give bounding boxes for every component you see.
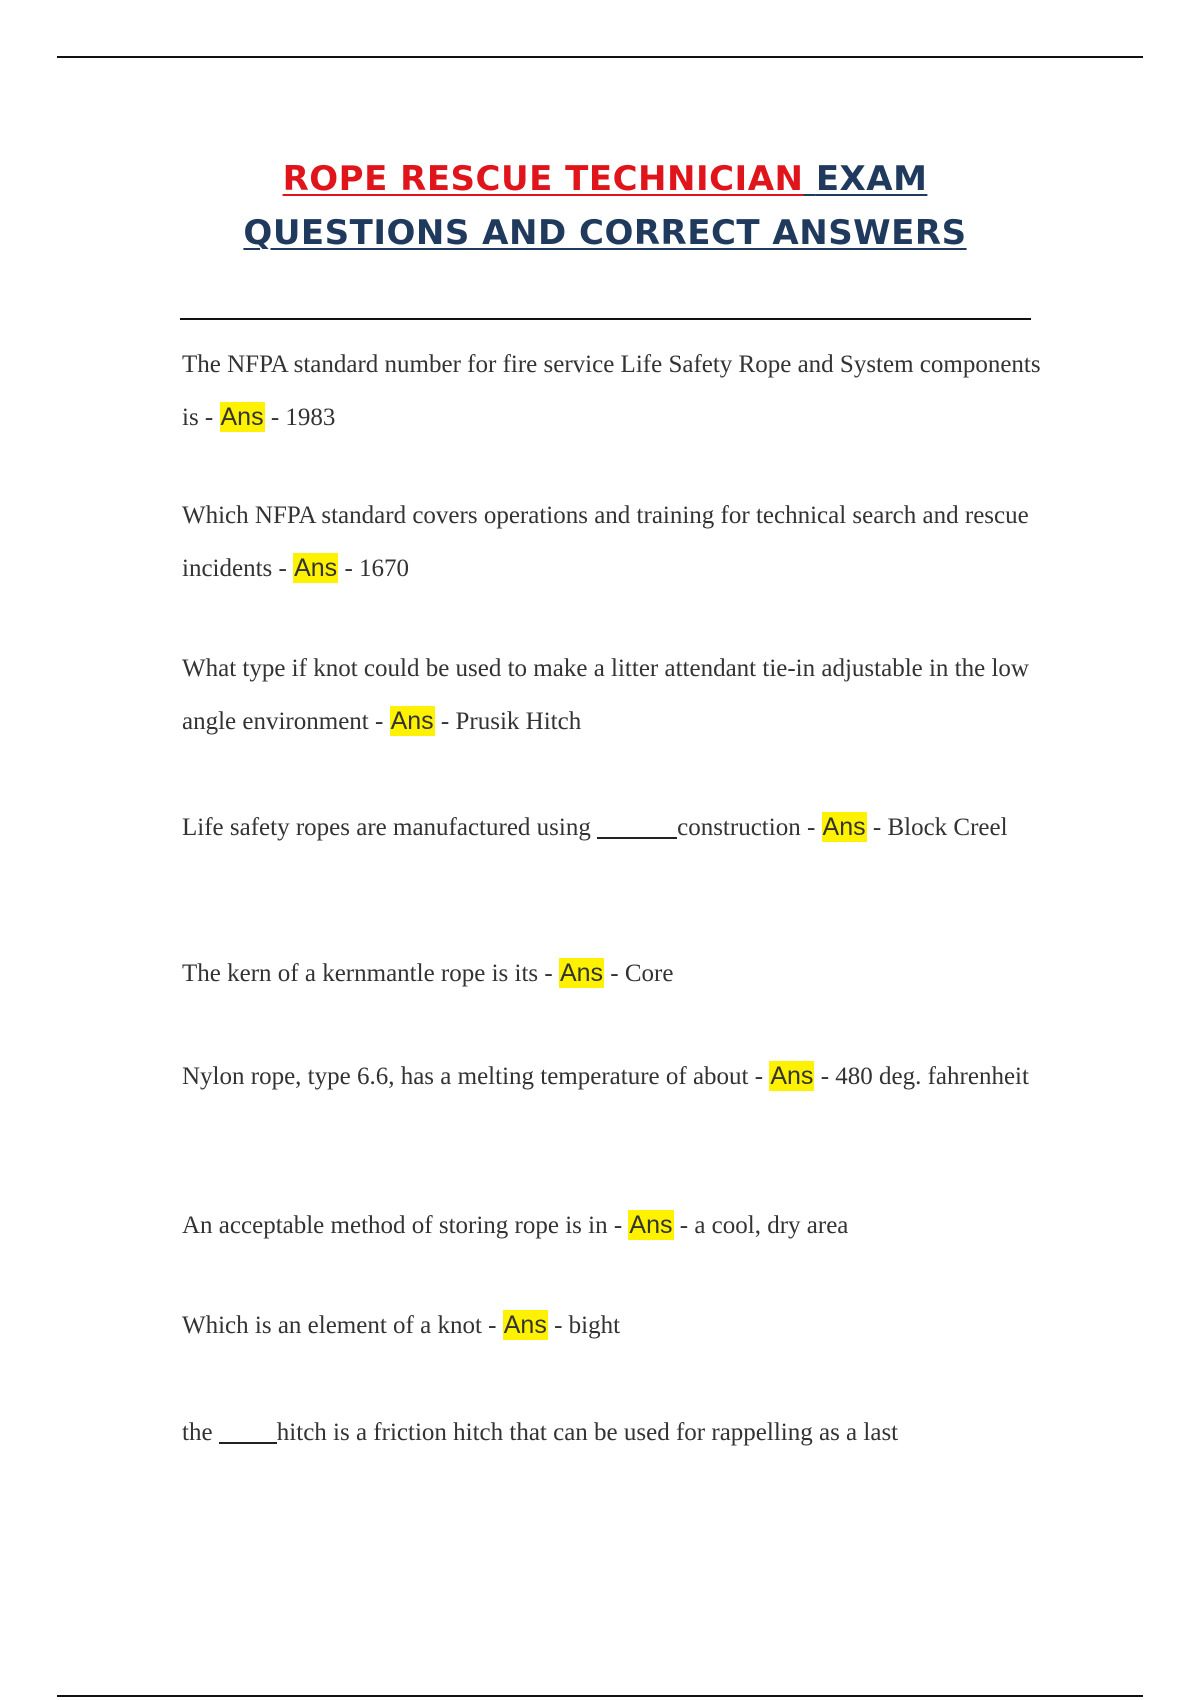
fill-in-blank <box>597 812 677 839</box>
answer-text: - 1983 <box>264 404 336 431</box>
answer-text: - 1670 <box>338 555 410 582</box>
qa-item-8 <box>182 1300 1042 1351</box>
answer-marker: Ans <box>503 1311 547 1339</box>
title-separator-rule <box>180 318 1031 320</box>
qa-item-9 <box>182 1408 1042 1458</box>
question-text: The NFPA standard number for fire service Life Safety Rope and System components is - <box>182 351 1041 431</box>
qa-item-5 <box>182 948 1042 999</box>
answer-marker: Ans <box>629 1211 673 1239</box>
answer-text: - bight <box>547 1312 621 1339</box>
question-text: The kern of a kernmantle rope is its - <box>182 960 559 987</box>
question-text: Which NFPA standard covers operations and training for technical search and rescue incidents - <box>182 502 1029 582</box>
fill-in-blank <box>219 1417 277 1444</box>
question-text-before-blank: the <box>182 1419 219 1446</box>
answer-text: - a cool, dry area <box>673 1212 849 1239</box>
answer-marker: Ans <box>390 707 434 735</box>
answer-text: - Core <box>604 960 674 987</box>
question-text: What type if knot could be used to make a litter attendant tie-in adjustable in the low angle environment - <box>182 655 1029 735</box>
page-top-rule <box>57 56 1143 58</box>
answer-text: - Prusik Hitch <box>434 708 582 735</box>
question-text-before-blank: Life safety ropes are manufactured using <box>182 814 598 841</box>
answer-marker: Ans <box>559 959 604 987</box>
qa-item-7 <box>182 1200 1042 1251</box>
question-text: An acceptable method of storing rope is in - <box>182 1212 629 1239</box>
question-text-after-blank: construction - <box>677 814 822 841</box>
answer-text: - Block Creel <box>866 814 1008 841</box>
answer-marker: Ans <box>822 813 866 841</box>
page-bottom-rule <box>57 1695 1143 1697</box>
document-title <box>0 152 1200 260</box>
answer-marker: Ans <box>220 403 264 431</box>
qa-item-6 <box>182 1051 1042 1102</box>
answer-text: - 480 deg. fahrenheit <box>814 1063 1029 1090</box>
question-text: Which is an element of a knot - <box>182 1312 503 1339</box>
title-red-part: ROPE RESCUE TECHNICIAN <box>282 159 804 199</box>
qa-item-2 <box>182 490 1042 595</box>
qa-item-4 <box>182 803 1042 852</box>
qa-item-1 <box>182 339 1042 444</box>
question-text: Nylon rope, type 6.6, has a melting temperature of about - <box>182 1063 770 1090</box>
answer-marker: Ans <box>294 554 338 582</box>
question-text-after-blank: hitch is a friction hitch that can be used for rappelling as a last <box>276 1419 899 1446</box>
title-navy-part-line2: QUESTIONS AND CORRECT ANSWERS <box>243 213 967 253</box>
qa-item-3 <box>182 643 1042 748</box>
answer-marker: Ans <box>770 1062 814 1090</box>
title-navy-part-line1: EXAM <box>815 159 928 199</box>
